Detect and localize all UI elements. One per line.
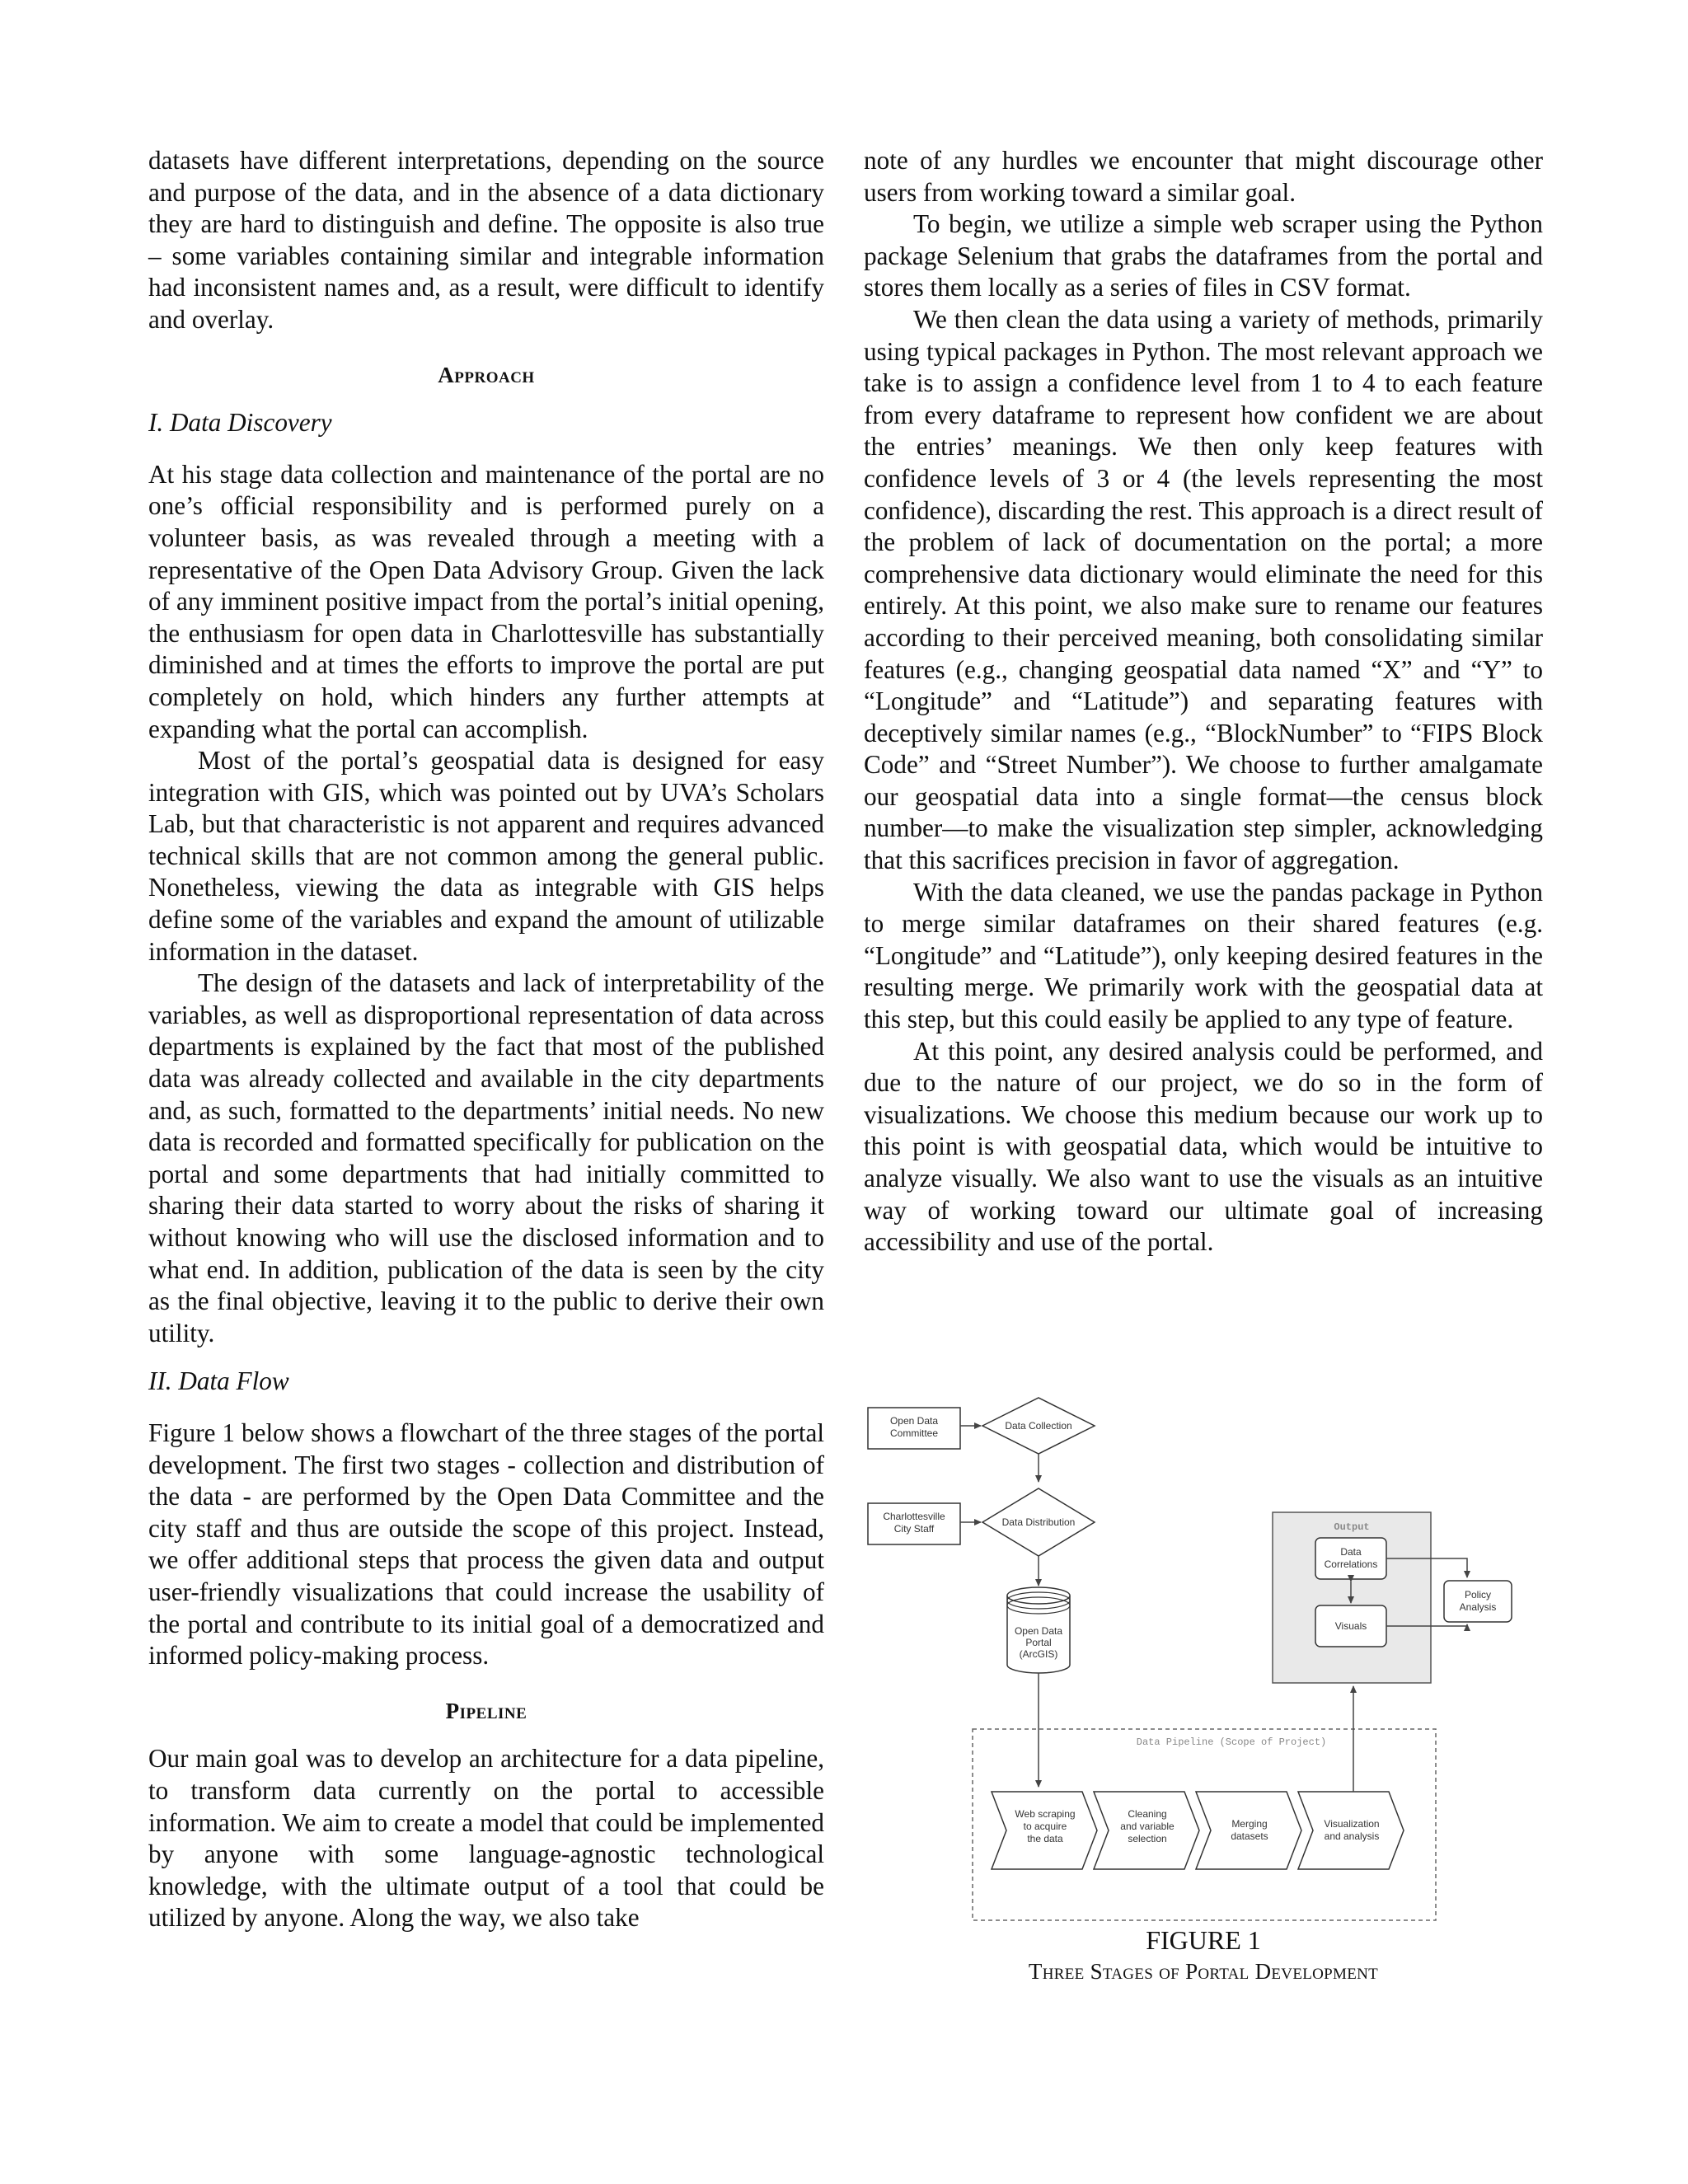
committee-label-2: Committee: [889, 1427, 939, 1439]
step3-label-1: Merging: [1231, 1818, 1268, 1830]
pipeline-label: Data Pipeline (Scope of Project): [1136, 1736, 1327, 1748]
staff-label-1: Charlottesville: [883, 1511, 945, 1522]
intro-paragraph: datasets have different interpretations, depending on the source and purpose of the data, and in the absence of a data dictionary they are hard to distinguish and define. The opposite is also true – some variables containing similar and integrable information had inconsistent names and, as a result, were difficult to identify and overlay.: [148, 146, 824, 334]
step4-label-2: and analysis: [1324, 1830, 1380, 1842]
portal-label-3: (ArcGIS): [1019, 1648, 1058, 1660]
step2-label-2: and variable: [1120, 1821, 1175, 1832]
right-paragraph-4: With the data cleaned, we use the pandas package in Python to merge similar dataframes on their shared features (e.g. “Longitude” and “Latitude”), only keeping desired features in the resulting merge. We primarily work with the geospatial data at this step, but this could easily be applied to any type of feature.: [864, 877, 1543, 1034]
step2-label-1: Cleaning: [1128, 1808, 1167, 1820]
right-paragraph-3: We then clean the data using a variety of methods, primarily using typical packages in Python. The most relevant approach we take is to assign a confidence level from 1 to 4 to each feature from every dataframe to represent how confident we are about the entries’ meanings. We then only keep features with confidence levels of 3 or 4 (the levels representing the most confidence), discarding the rest. This approach is a direct result of the problem of lack of documentation on the portal; a more comprehensive data dictionary would eliminate the need for this entirely. At this point, we also make sure to rename our features according to their perceived meaning, both consolidating similar features (e.g., changing geospatial data named “X” and “Y” to “Longitude” and “Latitude”) and separating features with deceptively similar names (e.g., “BlockNumber” to “FIPS Block Code” and “Street Number”). We choose to further amalgamate our geospatial data into a single format—the census block number—to make the visualization step simpler, acknowledging that this sacrifices precision in favor of aggregation.: [864, 304, 1543, 875]
figure-1-flowchart: [857, 1385, 1558, 1929]
data-flow-paragraph: Figure 1 below shows a flowchart of the three stages of the portal development. The first two stages - collection and distribution of the data - are performed by the Open Data Committee and the city staff and thus are outside the scope of this project. Instead, we offer additional steps that process the given data and output user-friendly visualizations that could increase the usability of the portal and contribute to its initial goal of a democratized and informed policy-making process.: [148, 1418, 824, 1671]
correlations-label-2: Correlations: [1324, 1558, 1378, 1570]
data-discovery-paragraph-3: The design of the datasets and lack of interpretability of the variables, as well as disproportional representation of data across departments is explained by the fact that most of the published data was already collected and available in the city departments and, as such, formatted to the departments’ initial needs. No new data is recorded and formatted specifically for publication on the portal and some departments that had initially committed to sharing their data started to worry about the risks of sharing it without knowing who will use the disclosed information and to what end. In addition, publication of the data is seen by the city as the final objective, leaving it to the public to derive their own utility.: [148, 968, 824, 1347]
visuals-label: Visuals: [1334, 1620, 1367, 1632]
correlations-label-1: Data: [1340, 1546, 1362, 1558]
step3-label-2: datasets: [1231, 1830, 1268, 1842]
step2-label-3: selection: [1128, 1833, 1167, 1844]
approach-heading: Approach: [438, 362, 535, 387]
right-paragraph-2: To begin, we utilize a simple web scraper using the Python package Selenium that grabs the dataframes from the portal and stores them locally as a series of files in CSV format.: [864, 209, 1543, 302]
figure-number: FIGURE 1: [1146, 1925, 1261, 1955]
figure-title: Three Stages of Portal Development: [1028, 1959, 1379, 1984]
pipeline-paragraph: Our main goal was to develop an architecture for a data pipeline, to transform data currently on the portal to accessible information. We aim to create a model that could be implemented by anyone with some language-agnostic technological knowledge, with the ultimate output of a tool that could be utilized by anyone. Along the way, we also take: [148, 1744, 824, 1933]
step1-label-1: Web scraping: [1015, 1808, 1076, 1820]
right-column: [864, 145, 1543, 1258]
collection-label: Data Collection: [1005, 1420, 1072, 1432]
right-paragraph-5: At this point, any desired analysis could be performed, and due to the nature of our project, we do so in the form of visualizations. We choose this medium because our work up to this point is with geospatial data, which would be intuitive to analyze visually. We also want to use the visuals as an intuitive way of working toward our ultimate goal of increasing accessibility and use of the portal.: [864, 1036, 1543, 1257]
right-paragraph-1: note of any hurdles we encounter that might discourage other users from working toward a similar goal.: [864, 146, 1543, 207]
policy-label-1: Policy: [1464, 1589, 1492, 1601]
portal-label-1: Open Data: [1014, 1625, 1063, 1637]
output-label: Output: [1334, 1521, 1370, 1533]
step1-label-3: the data: [1027, 1833, 1063, 1844]
staff-label-2: City Staff: [893, 1523, 935, 1535]
distribution-label: Data Distribution: [1001, 1516, 1076, 1528]
data-discovery-paragraph-2: Most of the portal’s geospatial data is designed for easy integration with GIS, which was pointed out by UVA’s Scholars Lab, but that characteristic is not apparent and requires advanced technical skills that are not common among the general public. Nonetheless, viewing the data as integrable with GIS helps define some of the variables and expand the amount of utilizable information in the dataset.: [148, 746, 824, 966]
data-flow-heading: II. Data Flow: [148, 1366, 289, 1396]
committee-label-1: Open Data: [889, 1415, 939, 1427]
data-discovery-heading: I. Data Discovery: [148, 408, 332, 438]
portal-label-2: Portal: [1025, 1637, 1052, 1648]
data-discovery-paragraph-1: At his stage data collection and maintenance of the portal are no one’s official responsibility and is performed purely on a volunteer basis, as was revealed through a meeting with a representative of the Open Data Advisory Group. Given the lack of any imminent positive impact from the portal’s initial opening, the enthusiasm for open data in Charlottesville has substantially diminished and at times the efforts to improve the portal are put completely on hold, which hinders any further attempts at expanding what the portal can accomplish.: [148, 459, 824, 743]
step4-label-1: Visualization: [1324, 1818, 1380, 1830]
step1-label-2: to acquire: [1023, 1821, 1067, 1832]
pipeline-heading: Pipeline: [445, 1698, 528, 1723]
policy-label-2: Analysis: [1459, 1601, 1497, 1613]
left-column: [148, 145, 824, 1934]
